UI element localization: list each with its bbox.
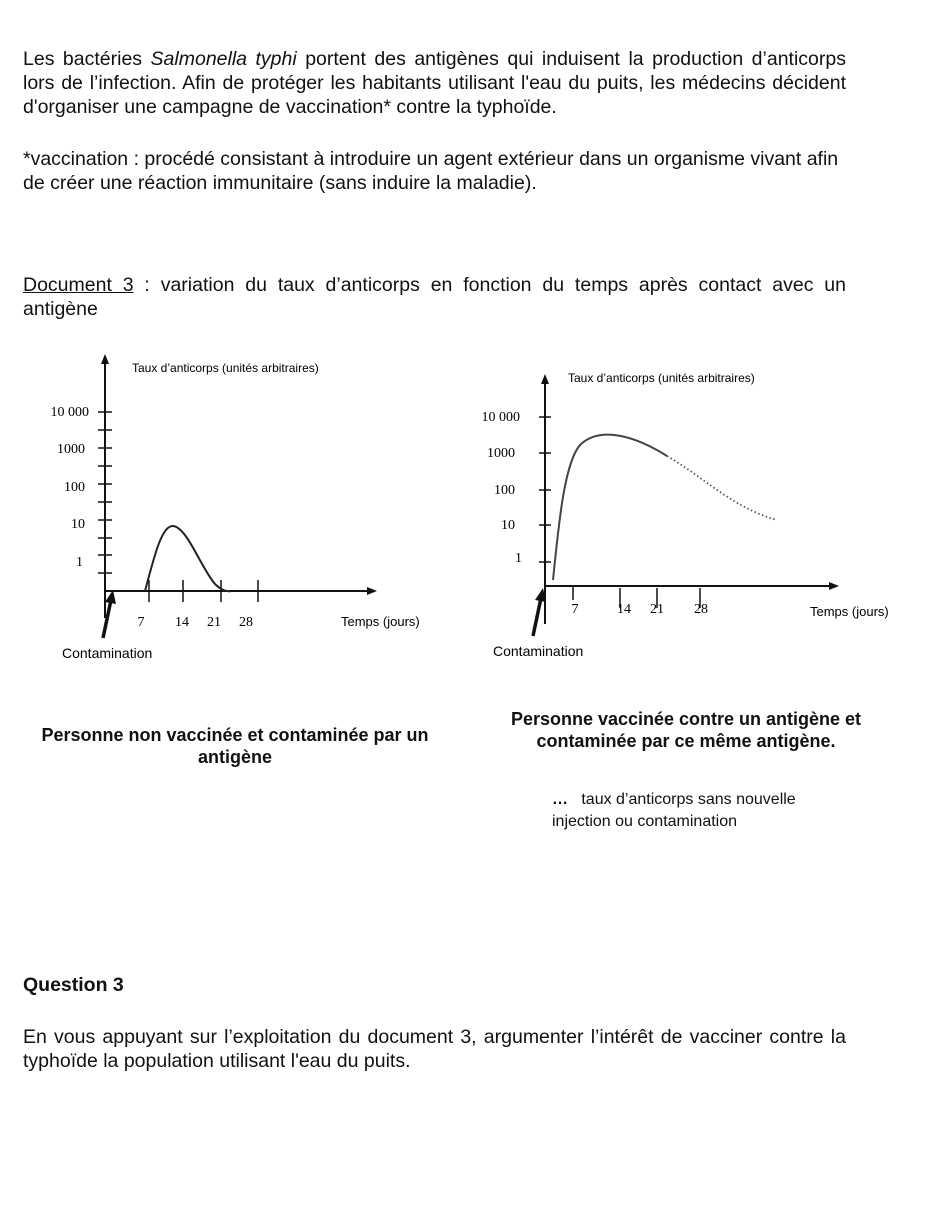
x-tick-labels <box>572 602 709 617</box>
document-title: : variation du taux d’anticorps en fonction du temps après contact avec un antigène <box>23 274 846 320</box>
y-tick-labels <box>51 405 90 570</box>
vaccination-footnote: *vaccination : procédé consistant à introduire un agent extérieur dans un organisme vivant afin de créer une réaction immunitaire (sans induire la maladie). <box>23 148 839 194</box>
y-tick-label: 1000 <box>57 442 85 457</box>
contamination-arrowhead <box>105 590 116 604</box>
contamination-label: Contamination <box>62 645 153 661</box>
intro-paragraph: Les bactéries Salmonella typhi portent des antigènes qui induisent la production d’anticorps lors de l’infection. Afin de protéger les habitants utilisant l'eau du puits, les médecins décident d'organiser une campagne de vaccination* contre la typhoïde. <box>23 48 846 118</box>
y-tick-label: 1 <box>76 555 83 570</box>
caption-vaccinated: Personne vaccinée contre un antigène et contaminée par ce même antigène. <box>510 709 862 751</box>
x-tick-label: 7 <box>571 602 579 617</box>
x-axis-arrow <box>367 587 377 595</box>
x-tick-label: 28 <box>694 602 708 617</box>
x-tick-label: 28 <box>239 615 253 630</box>
y-axis-label: Taux d’anticorps (unités arbitraires) <box>568 371 755 385</box>
question-text: En vous appuyant sur l’exploitation du document 3, argumenter l’intérêt de vacciner contre la typhoïde la population utilisant l'eau du puits. <box>23 1026 846 1072</box>
contamination-label: Contamination <box>493 643 584 659</box>
question-heading: Question 3 <box>23 974 124 996</box>
antibody-curve <box>553 435 667 580</box>
dotted-legend <box>552 789 852 833</box>
y-tick-label: 10 <box>501 518 515 533</box>
antibody-curve <box>145 526 231 591</box>
document-heading <box>23 273 846 321</box>
y-tick-labels <box>482 410 523 566</box>
y-axis-arrow <box>101 354 109 364</box>
y-axis-arrow <box>541 374 549 384</box>
bacteria-name: Salmonella typhi <box>150 48 297 70</box>
y-tick-label: 10 <box>71 517 85 532</box>
y-tick-label: 1 <box>515 551 522 566</box>
document-label: Document 3 <box>23 274 134 296</box>
y-tick-label: 10 000 <box>50 405 89 420</box>
x-tick-label: 14 <box>175 615 189 630</box>
y-tick-label: 10 000 <box>481 410 520 425</box>
x-axis-label: Temps (jours) <box>810 604 889 619</box>
y-tick-label: 1000 <box>487 446 515 461</box>
x-tick-label: 14 <box>617 602 631 617</box>
chart-unvaccinated <box>25 350 435 670</box>
x-tick-label: 21 <box>650 602 664 617</box>
x-tick-labels <box>138 615 254 630</box>
x-axis-arrow <box>829 582 839 590</box>
y-tick-label: 100 <box>64 480 85 495</box>
caption-unvaccinated: Personne non vaccinée et contaminée par un antigène <box>41 725 429 767</box>
x-axis-label: Temps (jours) <box>341 614 420 629</box>
x-tick-label: 7 <box>137 615 145 630</box>
chart-vaccinated <box>465 360 905 670</box>
dotted-legend-marker: … <box>552 791 568 808</box>
antibody-curve-projected <box>667 456 777 520</box>
y-axis-label: Taux d’anticorps (unités arbitraires) <box>132 361 319 375</box>
dotted-legend-text: taux d’anticorps sans nouvelle injection ou contamination <box>552 791 796 830</box>
x-ticks <box>573 586 700 608</box>
x-tick-label: 21 <box>207 615 221 630</box>
contamination-arrow <box>533 598 541 636</box>
y-tick-label: 100 <box>494 483 515 498</box>
